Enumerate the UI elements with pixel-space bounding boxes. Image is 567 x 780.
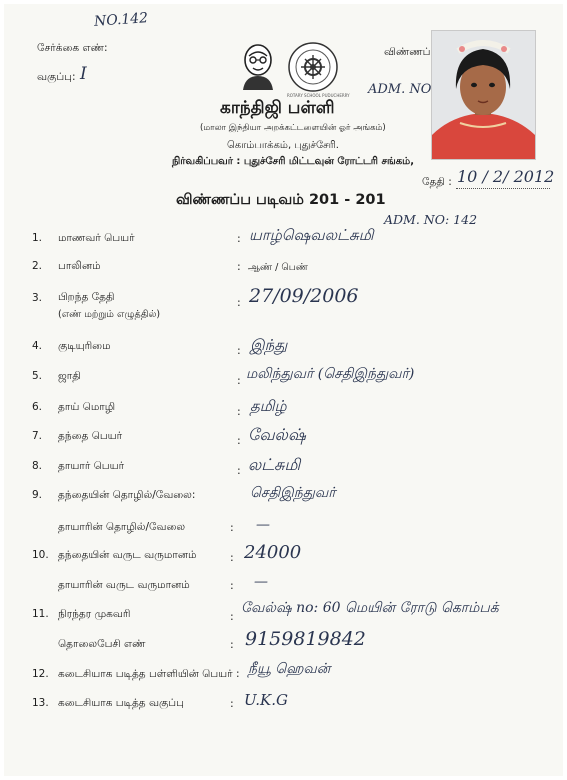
adm-no-stamp: ADM. NO [368,82,432,97]
mother-name-label: தாயார் பெயர் [58,460,125,472]
mother-tongue-label: தாய் மொழி [58,401,116,413]
field-colon: : [230,521,234,534]
field-colon: : [237,464,241,477]
field-colon: : [237,296,241,309]
field-number: 2. [32,260,43,272]
father-name-label: தந்தை பெயர் [58,430,123,442]
field-colon: : [230,551,234,564]
mother-occupation-label: தாயாரின் தொழில்/வேலை [58,521,186,533]
school-name: காந்திஜி பள்ளி [220,98,335,118]
phone-label: தொலைபேசி எண் [58,638,146,650]
father-income-value: 24000 [244,542,302,563]
mother-tongue-value: தமிழ் [250,397,287,415]
corner-note: NO.142 [93,10,149,30]
application-form-page [4,4,563,776]
father-occupation-value: செதிஇந்துவர் [250,485,336,501]
field-number: 4. [32,340,43,352]
caste-value: மலிந்துவர் (செதிஇந்துவர்) [246,366,415,382]
field-number: 8. [32,460,43,472]
field-colon: : [237,405,241,418]
phone-value: 9159819842 [245,628,366,650]
field-number: 10. [32,549,49,561]
previous-class-value: U.K.G [244,691,288,709]
field-number: 5. [32,370,43,382]
field-number: 1. [32,232,43,244]
gender-value: ஆண் / பெண் [248,262,308,273]
religion-value: இந்து [250,336,288,354]
previous-school-label: கடைசியாக படித்த பள்ளியின் பெயர் : [58,668,240,680]
student-name-label: மாணவர் பெயர் [58,232,135,244]
school-seal-icon [287,41,339,93]
field-number: 13. [32,697,49,709]
field-number: 6. [32,401,43,413]
father-name-value: வேல்ஷ் [248,425,306,444]
address-value: வேல்ஷ் no: 60 மெயின் ரோடு கொம்பக் [241,600,499,616]
student-photo [431,30,536,160]
date-value: 10 / 2/ 2012 [457,167,555,186]
field-colon: : [237,344,241,357]
class-value: I [80,64,87,84]
field-number: 11. [32,608,49,620]
field-number: 7. [32,430,43,442]
class-label: வகுப்பு: [37,71,76,83]
school-management: நிர்வகிப்பவர் : புதுச்சேரி மிட்டவுன் ரோட்டரி சங்கம், [172,156,415,167]
adm-no-handwritten: ADM. NO: 142 [384,212,478,227]
previous-class-label: கடைசியாக படித்த வகுப்பு [58,697,184,709]
school-affiliation: (மாலா இந்தியா அறக்கட்டளையின் ஓர் அங்கம்) [200,123,386,133]
field-colon: : [230,638,234,651]
mother-income-label: தாயாரின் வருட வருமானம் [58,579,190,591]
address-label: நிரந்தர முகவரி [58,608,131,620]
field-colon: : [230,610,234,623]
mother-name-value: லட்சுமி [248,455,301,474]
field-colon: : [237,260,241,273]
field-colon: : [237,434,241,447]
father-occupation-label: தந்தையின் தொழில்/வேலை: [58,489,196,501]
mother-income-value: — [254,574,268,590]
father-income-label: தந்தையின் வருட வருமானம் [58,549,197,561]
dob-sublabel: (எண் மற்றும் எழுத்தில்) [58,309,161,320]
dob-value: 27/09/2006 [249,285,359,307]
gender-label: பாலினம் [58,260,101,272]
form-title: விண்ணப்ப படிவம் 201 - 201 [176,192,386,208]
field-colon: : [230,697,234,710]
date-label: தேதி : [422,176,452,188]
field-colon: : [237,232,241,245]
field-colon: : [237,374,241,387]
dob-label: பிறந்த தேதி [58,291,115,303]
admission-number-label: சேர்க்கை எண்: [37,42,108,54]
student-name-value: யாழ்ஷெவலட்சுமி [249,226,374,244]
mother-occupation-value: — [256,517,270,533]
field-number: 12. [32,668,49,680]
application-number-label: விண்ணப் [384,46,431,58]
field-colon: : [230,579,234,592]
field-number: 9. [32,489,43,501]
caste-label: ஜாதி [58,370,81,382]
date-underline [456,188,550,189]
field-number: 3. [32,292,43,304]
religion-label: குடியுரிமை [58,340,111,352]
previous-school-value: நீயூ ஹெவன் [248,661,331,677]
seal-caption: ROTARY SCHOOL PUDUCHERRY [287,93,350,98]
gandhi-portrait-icon [237,42,279,92]
school-address: கொம்பாக்கம், புதுச்சேரி. [227,140,339,151]
